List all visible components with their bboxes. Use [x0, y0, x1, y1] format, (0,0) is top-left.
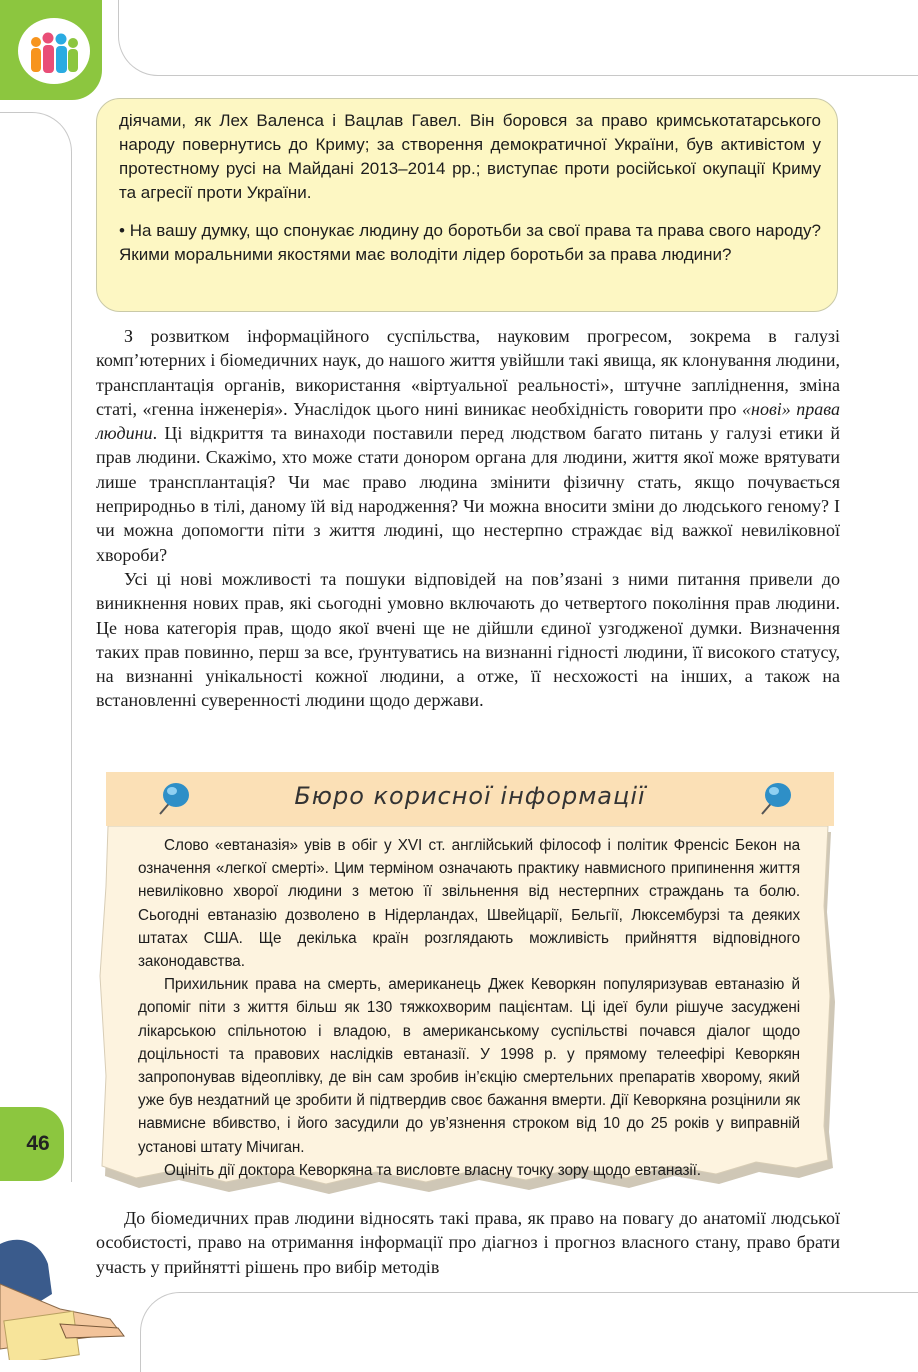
page-number: 46	[26, 1132, 50, 1155]
main-text	[96, 324, 840, 713]
intro-paragraph: діячами, як Лех Валенса і Вацлав Гавел. Він боровся за право кримськотатарського народу повернутись до Криму; за створення демократичної України, був активістом у протестному русі на Майдані 2013–2014 рр.; виступає проти російської окупації Криму та агресії проти України.	[119, 111, 821, 202]
bottom-paragraph: До біомедичних прав людини відносять такі права, як право на повагу до анатомії людської особистості, право на отримання інформації про діагноз і прогноз власного стану, право брати участь у прийнятті рішень про вибір методів	[96, 1208, 840, 1277]
bottom-text	[96, 1206, 840, 1279]
callout-paragraph-1: Слово «евтаназія» увів в обіг у XVI ст. англійський філософ і політик Френсіс Бекон на означення «легкої смерті». Цим терміном означають практику навмисного припинення життя невиліковно хворої людини з метою її звільнення від нестерпних страждань та болю. Сьогодні евтаназію дозволено в Нідерландах, Швейцарії, Бельгії, Люксембурзі та деяких штатах США. Ще декілька країн розглядають можливість прийняття відповідного законодавства.	[138, 837, 800, 971]
header-frame	[118, 0, 918, 76]
corner-tab	[0, 0, 102, 100]
new-rights-term: «нові» права людини	[96, 398, 840, 444]
main-paragraph-1	[96, 324, 840, 567]
teacher-illustration	[0, 1224, 130, 1360]
people-group-logo	[18, 18, 90, 84]
pushpin-icon	[752, 778, 796, 818]
callout-paragraph-2: Прихильник права на смерть, американець Джек Кеворкян популяризував евтаназію й допоміг піти з життя більш як 130 тяжкохворим пацієнтам. Ці ідеї були рішуче засуджені лікарською спільнотою і владою, в американському суспільстві почався діалог щодо доцільності та правових наслідків евтаназії. У 1998 р. у прямому телеефірі Кеворкян запропонував відеоплівку, де він сам зробив ін’єкцію смертельних препаратів хворому, який уже був нездатний це зробити й підтвердив своє бажання вмерти. Дії Кеворкяна розцінили як навмисне вбивство, і його засудили до ув’язнення строком від 10 до 25 років у виправній установі штату Мічиган.	[138, 976, 800, 1156]
callout-task: Оцініть дії доктора Кеворкяна та висловте власну точку зору щодо евтаназії.	[164, 1161, 701, 1179]
main-paragraph-2: Усі ці нові можливості та пошуки відповідей на пов’язані з ними питання привели до виникнення нових прав, які сьогодні умовно включають до четвертого покоління прав людини. Це нова категорія прав, щодо якої вчені ще не дійшли єдиної узгодженої думки. Визначення таких прав повинно, перш за все, ґрунтуватись на визнанні гідності людини, її високого статусу, на визнанні унікальності кожної людини, а отже, її несхожості на інших, а також на встановленні суверенності людини щодо держави.	[96, 568, 840, 711]
intro-note-box	[96, 98, 838, 312]
main-paragraph-1-end: . Ці відкриття та винаходи поставили перед людством багато питань у галузі етики й прав людини. Скажімо, хто може стати донором органа для людини, життя якої може врятувати лише трансплантація? Чи має право людина змінити фізичну стать, якщо почувається неприродньо в тілі, даному їй від народження? Чи можна вносити зміни до людського геному? І чи можна допомогти піти з життя людині, що нестерпно страждає від важкої невиліковної хвороби?	[96, 423, 840, 565]
callout-title: Бюро корисної інформації	[294, 782, 646, 810]
callout-header	[106, 772, 834, 826]
footer-frame	[140, 1292, 918, 1372]
main-paragraph-1-start: З розвитком інформаційного суспільства, науковим прогресом, зокрема в галузі комп’ютерних і біомедичних наук, до нашого життя увійшли такі явища, як клонування людини, трансплантація органів, використання «віртуальної реальності», штучне запліднення, зміна статі, «генна інженерія». Унаслідок цього нині виникає необхідність говорити про	[96, 326, 840, 419]
callout-body	[138, 834, 800, 1182]
discussion-question: • На вашу думку, що спонукає людину до боротьби за свої права та права свого народу? Якими моральними якостями має володіти лідер боротьби за права людини?	[119, 221, 821, 264]
page-number-tab	[0, 1107, 64, 1181]
left-margin-frame	[0, 112, 72, 1182]
